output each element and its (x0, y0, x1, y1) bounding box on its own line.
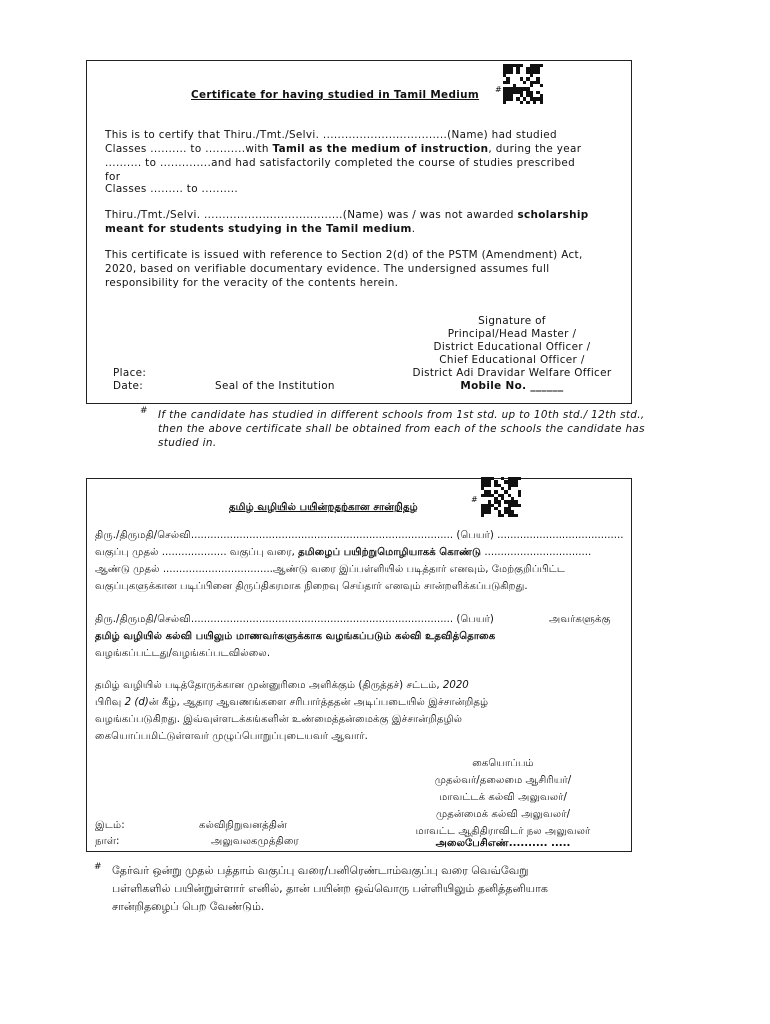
ta-para1-line1: திரு./திருமதி/செல்வி................................................................................. (பெயர்) ....................................... (95, 530, 624, 541)
english-note-line2: then the above certificate shall be obtained from each of the schools the candidate has (158, 423, 645, 435)
qr-code-icon (481, 477, 521, 517)
seal-label: Seal of the Institution (215, 380, 335, 392)
tamil-certificate-title: தமிழ் வழியில் பயின்றதற்கான சான்றிதழ் (229, 502, 418, 513)
ta-para2-line1: திரு./திருமதி/செல்வி................................................................................. (பெயர்) (95, 614, 494, 625)
ta-mobile-number-field: அலைபேசிஎண்.......... ..... (435, 838, 571, 849)
place-label: Place: (113, 367, 147, 379)
ta-signatory-adw: மாவட்ட ஆதிதிராவிடர் நல அலுவலர் (415, 826, 591, 837)
para3-line2: 2020, based on verifiable documentary evidence. The undersigned assumes full (105, 263, 550, 275)
tamil-note-mark: # (94, 862, 102, 872)
english-certificate-box (86, 60, 632, 404)
ta-para3-line2: பிரிவு 2 (d)ன் கீழ், ஆதார ஆவணங்களை சரிபார்த்ததன் அடிப்படையில் இச்சான்றிதழ் (95, 697, 489, 708)
para1-line5: Classes ......... to .......... (105, 183, 239, 195)
signature-label: Signature of (478, 315, 546, 327)
para1-line4: for (105, 171, 121, 183)
title-footnote-mark: # (495, 85, 503, 94)
ta-para2-line2: தமிழ் வழியில் கல்வி பயிலும் மாணவர்களுக்காக வழங்கப்படும் கல்வி உதவித்தொகை (95, 631, 496, 642)
tamil-note-line2: பள்ளிகளில் பயின்றுள்ளார் எனில், தான் பயின்ற ஒவ்வொரு பள்ளியிலும் தனித்தனியாக (112, 882, 548, 895)
date-label: Date: (113, 380, 144, 392)
signatory-deo: District Educational Officer / (433, 341, 591, 353)
signatory-ceo: Chief Educational Officer / (439, 354, 585, 366)
ta-signatory-principal: முதல்வர்/தலைமை ஆசிரியர்/ (434, 775, 572, 786)
ta-seal-label-line2: அலுவலகமுத்திரை (211, 836, 299, 847)
ta-signature-label: கையொப்பம் (472, 758, 534, 769)
tamil-note-line1: தேர்வர் ஒன்று முதல் பத்தாம் வகுப்பு வரை/பனிரெண்டாம்வகுப்பு வரை வெவ்வேறு (112, 864, 529, 877)
para3-line1: This certificate is issued with reference to Section 2(d) of the PSTM (Amendment) Act, (105, 249, 583, 261)
ta-date-label: நாள்: (95, 836, 120, 847)
ta-para1-line3: ஆண்டு முதல் ..................................ஆண்டு வரை இப்பள்ளியில் படித்தார் எனவும், மேற்குறிப்பிட்ட (95, 564, 565, 575)
tamil-certificate-box (86, 478, 632, 852)
signatory-adw: District Adi Dravidar Welfare Officer (412, 367, 612, 379)
para3-line3: responsibility for the veracity of the contents herein. (105, 277, 399, 289)
tamil-note-line3: சான்றிதழைப் பெற வேண்டும். (112, 900, 265, 913)
ta-para1-line2: வகுப்பு முதல் .................... வகுப்பு வரை, தமிழைப் பயிற்றுமொழியாகக் கொண்டு ................................. (95, 547, 592, 558)
english-certificate-title: Certificate for having studied in Tamil Medium (191, 89, 480, 101)
english-note-mark: # (140, 406, 148, 416)
ta-place-label: இடம்: (95, 820, 125, 831)
ta-para1-line4: வகுப்புகளுக்கான படிப்பினை திருப்திகரமாக நிறைவு செய்தார் எனவும் சான்றளிக்கப்படுகிறது. (95, 581, 528, 592)
mobile-number-field: Mobile No. ______ (460, 380, 564, 392)
english-note-line3: studied in. (158, 437, 217, 449)
qr-code-icon (503, 64, 543, 104)
ta-para3-line3: வழங்கப்படுகிறது. இவ்வுள்ளடக்கங்களின் உண்மைத்தன்மைக்கு இச்சான்றிதழில் (95, 714, 463, 725)
ta-seal-label-line1: கல்விநிறுவனத்தின் (199, 820, 288, 831)
ta-para2-line3: வழங்கப்பட்டது/வழங்கப்படவில்லை. (95, 648, 271, 659)
para2-line1: Thiru./Tmt./Selvi. ......................................(Name) was / was not awarded scholarship (105, 209, 589, 221)
ta-signatory-deo: மாவட்டக் கல்வி அலுவலர்/ (439, 792, 567, 803)
english-note-line1: If the candidate has studied in different schools from 1st std. up to 10th std./ 12th std., (158, 409, 645, 421)
para1-line2: Classes .......... to ...........with Tamil as the medium of instruction, during the year (105, 143, 582, 155)
ta-para3-line4: கையொப்பமிட்டுள்ளவர் முழுப்பொறுப்புடையவர் ஆவார். (95, 731, 368, 742)
para1-line3: .......... to ..............and had satisfactorily completed the course of studies prescribed (105, 157, 576, 169)
ta-signatory-ceo: முதன்மைக் கல்வி அலுவலர்/ (436, 809, 570, 820)
tamil-title-footnote-mark: # (471, 495, 478, 504)
para1-line1: This is to certify that Thiru./Tmt./Selvi. ..................................(Name) had studied (105, 129, 557, 141)
ta-para2-recipient: அவர்களுக்கு (549, 614, 611, 625)
para2-line2: meant for students studying in the Tamil medium. (105, 223, 416, 235)
signatory-principal: Principal/Head Master / (447, 328, 577, 340)
ta-para3-line1: தமிழ் வழியில் படித்தோருக்கான முன்னுரிமை அளிக்கும் (திருத்தச்) சட்டம், 2020 (95, 680, 469, 691)
